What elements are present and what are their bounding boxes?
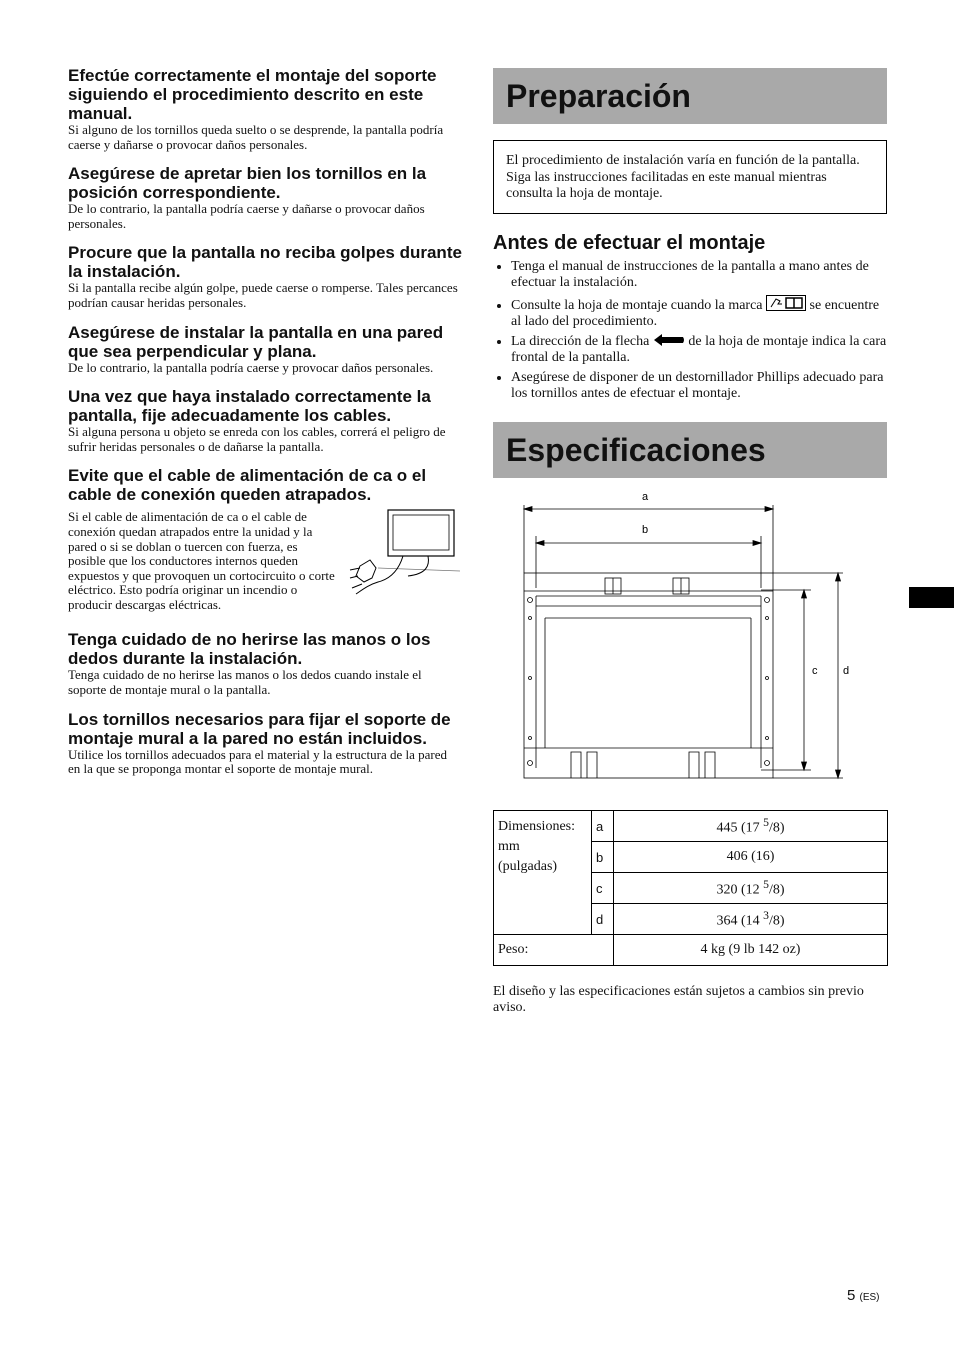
dimension-key: a [592, 811, 614, 842]
list-item: • Tenga el manual de instrucciones de la pantalla a mano antes de efectuar la instalación. [511, 259, 887, 291]
list-item: • Asegúrese de disponer de un destornillador Phillips adecuado para los tornillos antes de efectuar el montaje. [511, 370, 887, 402]
dimension-value: 445 (17 $^5$/8) [614, 811, 888, 842]
section-text: Tenga cuidado de no herirse las manos o los dedos cuando instale el soporte de montaje mural o la pantalla. [68, 667, 422, 697]
preparation-column [493, 68, 887, 478]
bracket-dimension-diagram [493, 478, 853, 788]
specifications-table [493, 810, 888, 966]
list-item: • Consulte la hoja de montaje cuando la marca se encuentre al lado del procedimiento. [511, 295, 887, 330]
section-heading: Tenga cuidado de no herirse las manos o los dedos durante la instalación. [68, 630, 431, 669]
safety-column [68, 66, 462, 789]
dimension-value: 320 (12 $^5$/8) [614, 873, 888, 904]
cable-warning-block [68, 510, 462, 620]
dimension-label-b: b [642, 524, 649, 536]
dimension-key: b [592, 842, 614, 873]
cable-trapped-illustration [348, 508, 462, 598]
section-heading: Evite que el cable de alimentación de ca o el cable de conexión queden atrapados. [68, 466, 427, 505]
before-mounting-list [493, 259, 887, 402]
weight-value: 4 kg (9 lb 142 oz) [614, 935, 888, 966]
section-heading: Asegúrese de instalar la pantalla en una pared que sea perpendicular y plana. [68, 322, 444, 361]
especificaciones-heading: Especificaciones [493, 422, 887, 478]
section-text: De lo contrario, la pantalla podría caerse y dañarse o provocar daños personales. [68, 201, 425, 231]
section-heading: Procure que la pantalla no reciba golpes durante la instalación. [68, 243, 462, 282]
section-text: Si el cable de alimentación de ca o el cable de conexión quedan atrapados entre la unidad y la pared o si se doblan o tuercen con fuerza, es posible que los conductores internos queden expuestos y que provoquen un cortocircuito o corte eléctrico. Esto podría originar un incendio o producir descargas eléctricas. [68, 509, 335, 612]
dimension-value: 364 (14 $^3$/8) [614, 904, 888, 935]
list-item: • La dirección de la flecha de la hoja de montaje indica la cara frontal de la pantalla. [511, 334, 887, 366]
section-text: Utilice los tornillos adecuados para el material y la estructura de la pared en la que se proponga montar el soporte de montaje mural. [68, 746, 448, 777]
dimension-key: c [592, 873, 614, 904]
dimensions-label: Dimensiones: mm (pulgadas) [494, 811, 592, 935]
dimension-label-d: d [843, 665, 850, 677]
page-number: 5 (ES) [847, 1287, 880, 1304]
book-mark-icon [766, 295, 806, 311]
dimension-label-c: c [812, 665, 818, 677]
procedure-note-box: El procedimiento de instalación varía en función de la pantalla. Siga las instrucciones facilitadas en este manual mientras consulta la hoja de montaje. [493, 140, 887, 214]
section-tab-marker [909, 587, 954, 608]
dimension-value: 406 (16) [614, 842, 888, 873]
preparacion-heading: Preparación [493, 68, 887, 124]
section-heading: Asegúrese de apretar bien los tornillos en la posición correspondiente. [68, 164, 427, 203]
section-text: Si alguna persona u objeto se enreda con los cables, correrá el peligro de sufrir heridas personales o de dañarse la pantalla. [68, 424, 446, 454]
section-heading: Los tornillos necesarios para fijar el soporte de montaje mural a la pared no están incluidos. [68, 709, 451, 748]
section-heading: Efectúe correctamente el montaje del soporte siguiendo el procedimiento descrito en este manual. [68, 66, 437, 123]
section-text: Si la pantalla recibe algún golpe, puede caerse o romperse. Tales percances podrían causar heridas personales. [68, 280, 458, 310]
before-mounting-heading: Antes de efectuar el montaje [493, 231, 766, 254]
specifications-note: El diseño y las especificaciones están sujetos a cambios sin previo aviso. [493, 984, 864, 1015]
dimension-key: d [592, 904, 614, 935]
arrow-mark-icon [653, 334, 685, 346]
section-text: De lo contrario, la pantalla podría caerse y provocar daños personales. [68, 359, 434, 375]
weight-label: Peso: [494, 935, 614, 966]
section-heading: Una vez que haya instalado correctamente la pantalla, fije adecuadamente los cables. [68, 387, 431, 426]
section-text: Si alguno de los tornillos queda suelto o se desprende, la pantalla podría caerse y dañarse o provocar daños personales. [68, 122, 444, 152]
dimension-label-a: a [642, 491, 649, 503]
